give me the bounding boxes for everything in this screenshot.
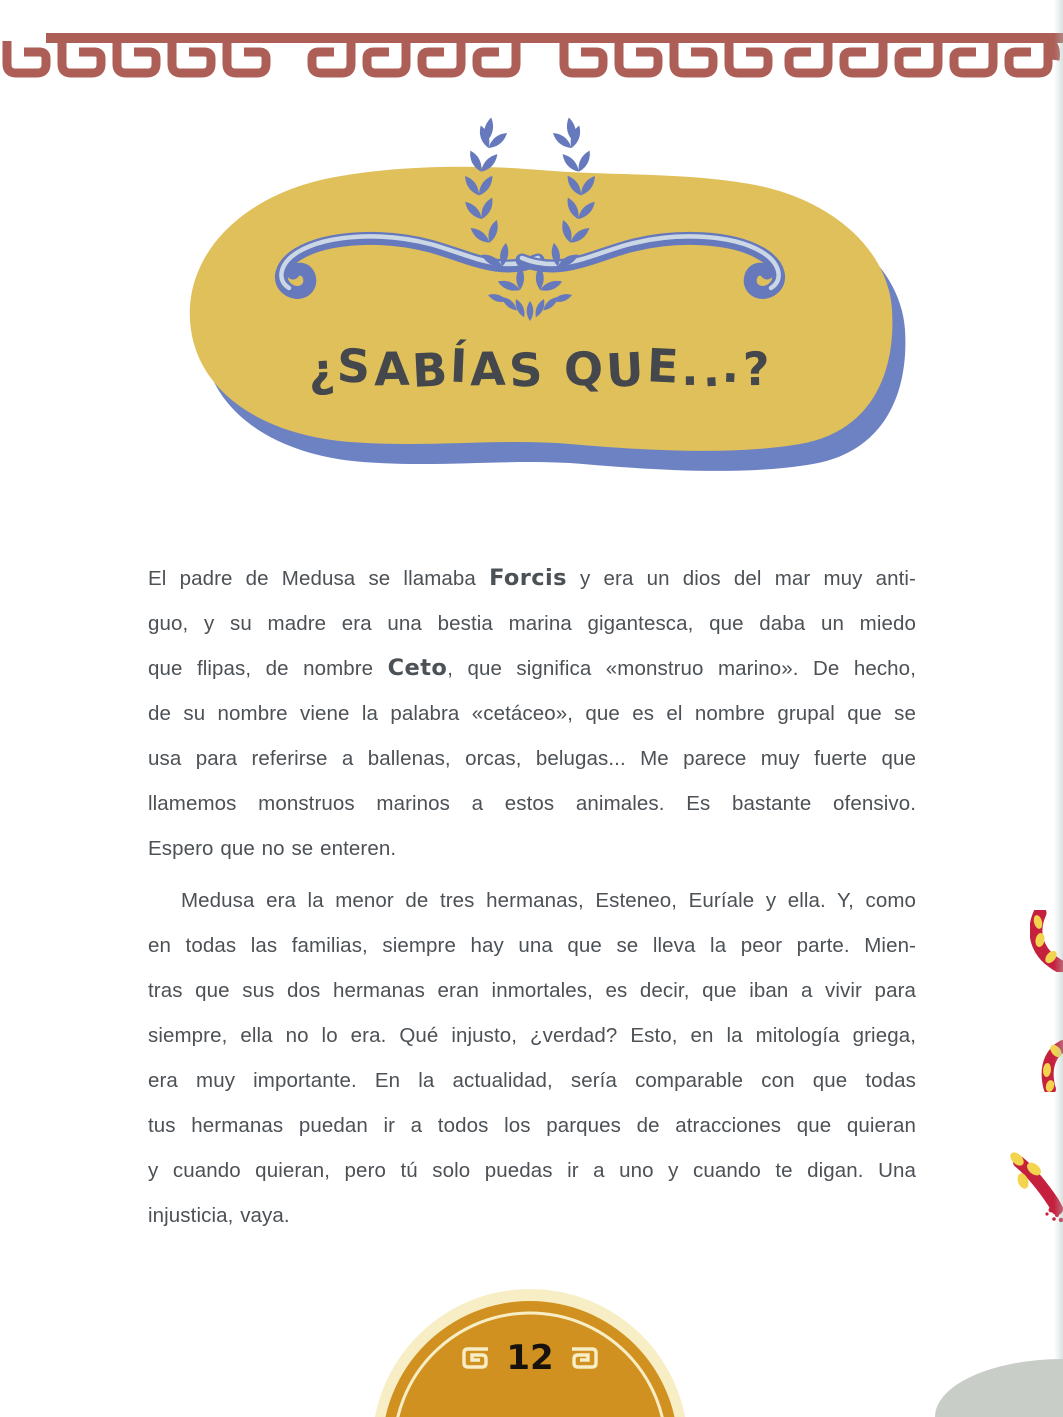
text-line: Medusa era la menor de tres hermanas, Esteneo, Euríale y ella. Y, como	[181, 889, 916, 912]
text-line: que flipas, de nombre Ceto, que significa «monstruo marino». De hecho,	[148, 655, 916, 681]
text-line: era muy importante. En la actualidad, sería comparable con que todas	[148, 1069, 916, 1092]
article	[148, 556, 916, 1238]
meander-bar	[46, 33, 1063, 43]
page-corner-curl	[935, 1359, 1063, 1417]
text-line: siempre, ella no lo era. Qué injusto, ¿verdad? Esto, en la mitología griega,	[148, 1024, 916, 1047]
badge-title: ¿SABÍAS QUE...?	[306, 338, 773, 399]
text-line: injusticia, vaya.	[148, 1204, 290, 1227]
paragraph	[148, 556, 916, 871]
paragraph	[148, 878, 916, 1238]
greek-meander-border	[0, 0, 1063, 95]
text-line: llamemos monstruos marinos a estos animales. Es bastante ofensivo.	[148, 792, 916, 815]
text-line: El padre de Medusa se llamaba Forcis y era un dios del mar muy anti-	[148, 565, 916, 591]
page-number-row	[430, 1338, 630, 1378]
meander-spiral-left-icon	[461, 1346, 491, 1370]
text-line: guo, y su madre era una bestia marina gigantesca, que daba un miedo	[148, 612, 916, 635]
text-line: tus hermanas puedan ir a todos los parques de atracciones que quieran	[148, 1114, 916, 1137]
highlighted-name: Forcis	[489, 565, 567, 591]
text-line: Espero que no se enteren.	[148, 837, 397, 860]
text-line: tras que sus dos hermanas eran inmortales, es decir, que iban a vivir para	[148, 979, 916, 1002]
page-edge-shading	[1054, 0, 1063, 1417]
highlighted-name: Ceto	[387, 655, 448, 681]
meander-spiral-right-icon	[569, 1346, 599, 1370]
text-line: de su nombre viene la palabra «cetáceo», que es el nombre grupal que se	[148, 702, 916, 725]
text-line: usa para referirse a ballenas, orcas, belugas... Me parece muy fuerte que	[148, 747, 916, 770]
text-line: y cuando quieran, pero tú solo puedas ir a uno y cuando te digan. Una	[148, 1159, 916, 1182]
sabias-que-badge	[170, 130, 910, 510]
page-number: 12	[506, 1338, 554, 1378]
text-line: en todas las familias, siempre hay una que se lleva la peor parte. Mien-	[148, 934, 916, 957]
